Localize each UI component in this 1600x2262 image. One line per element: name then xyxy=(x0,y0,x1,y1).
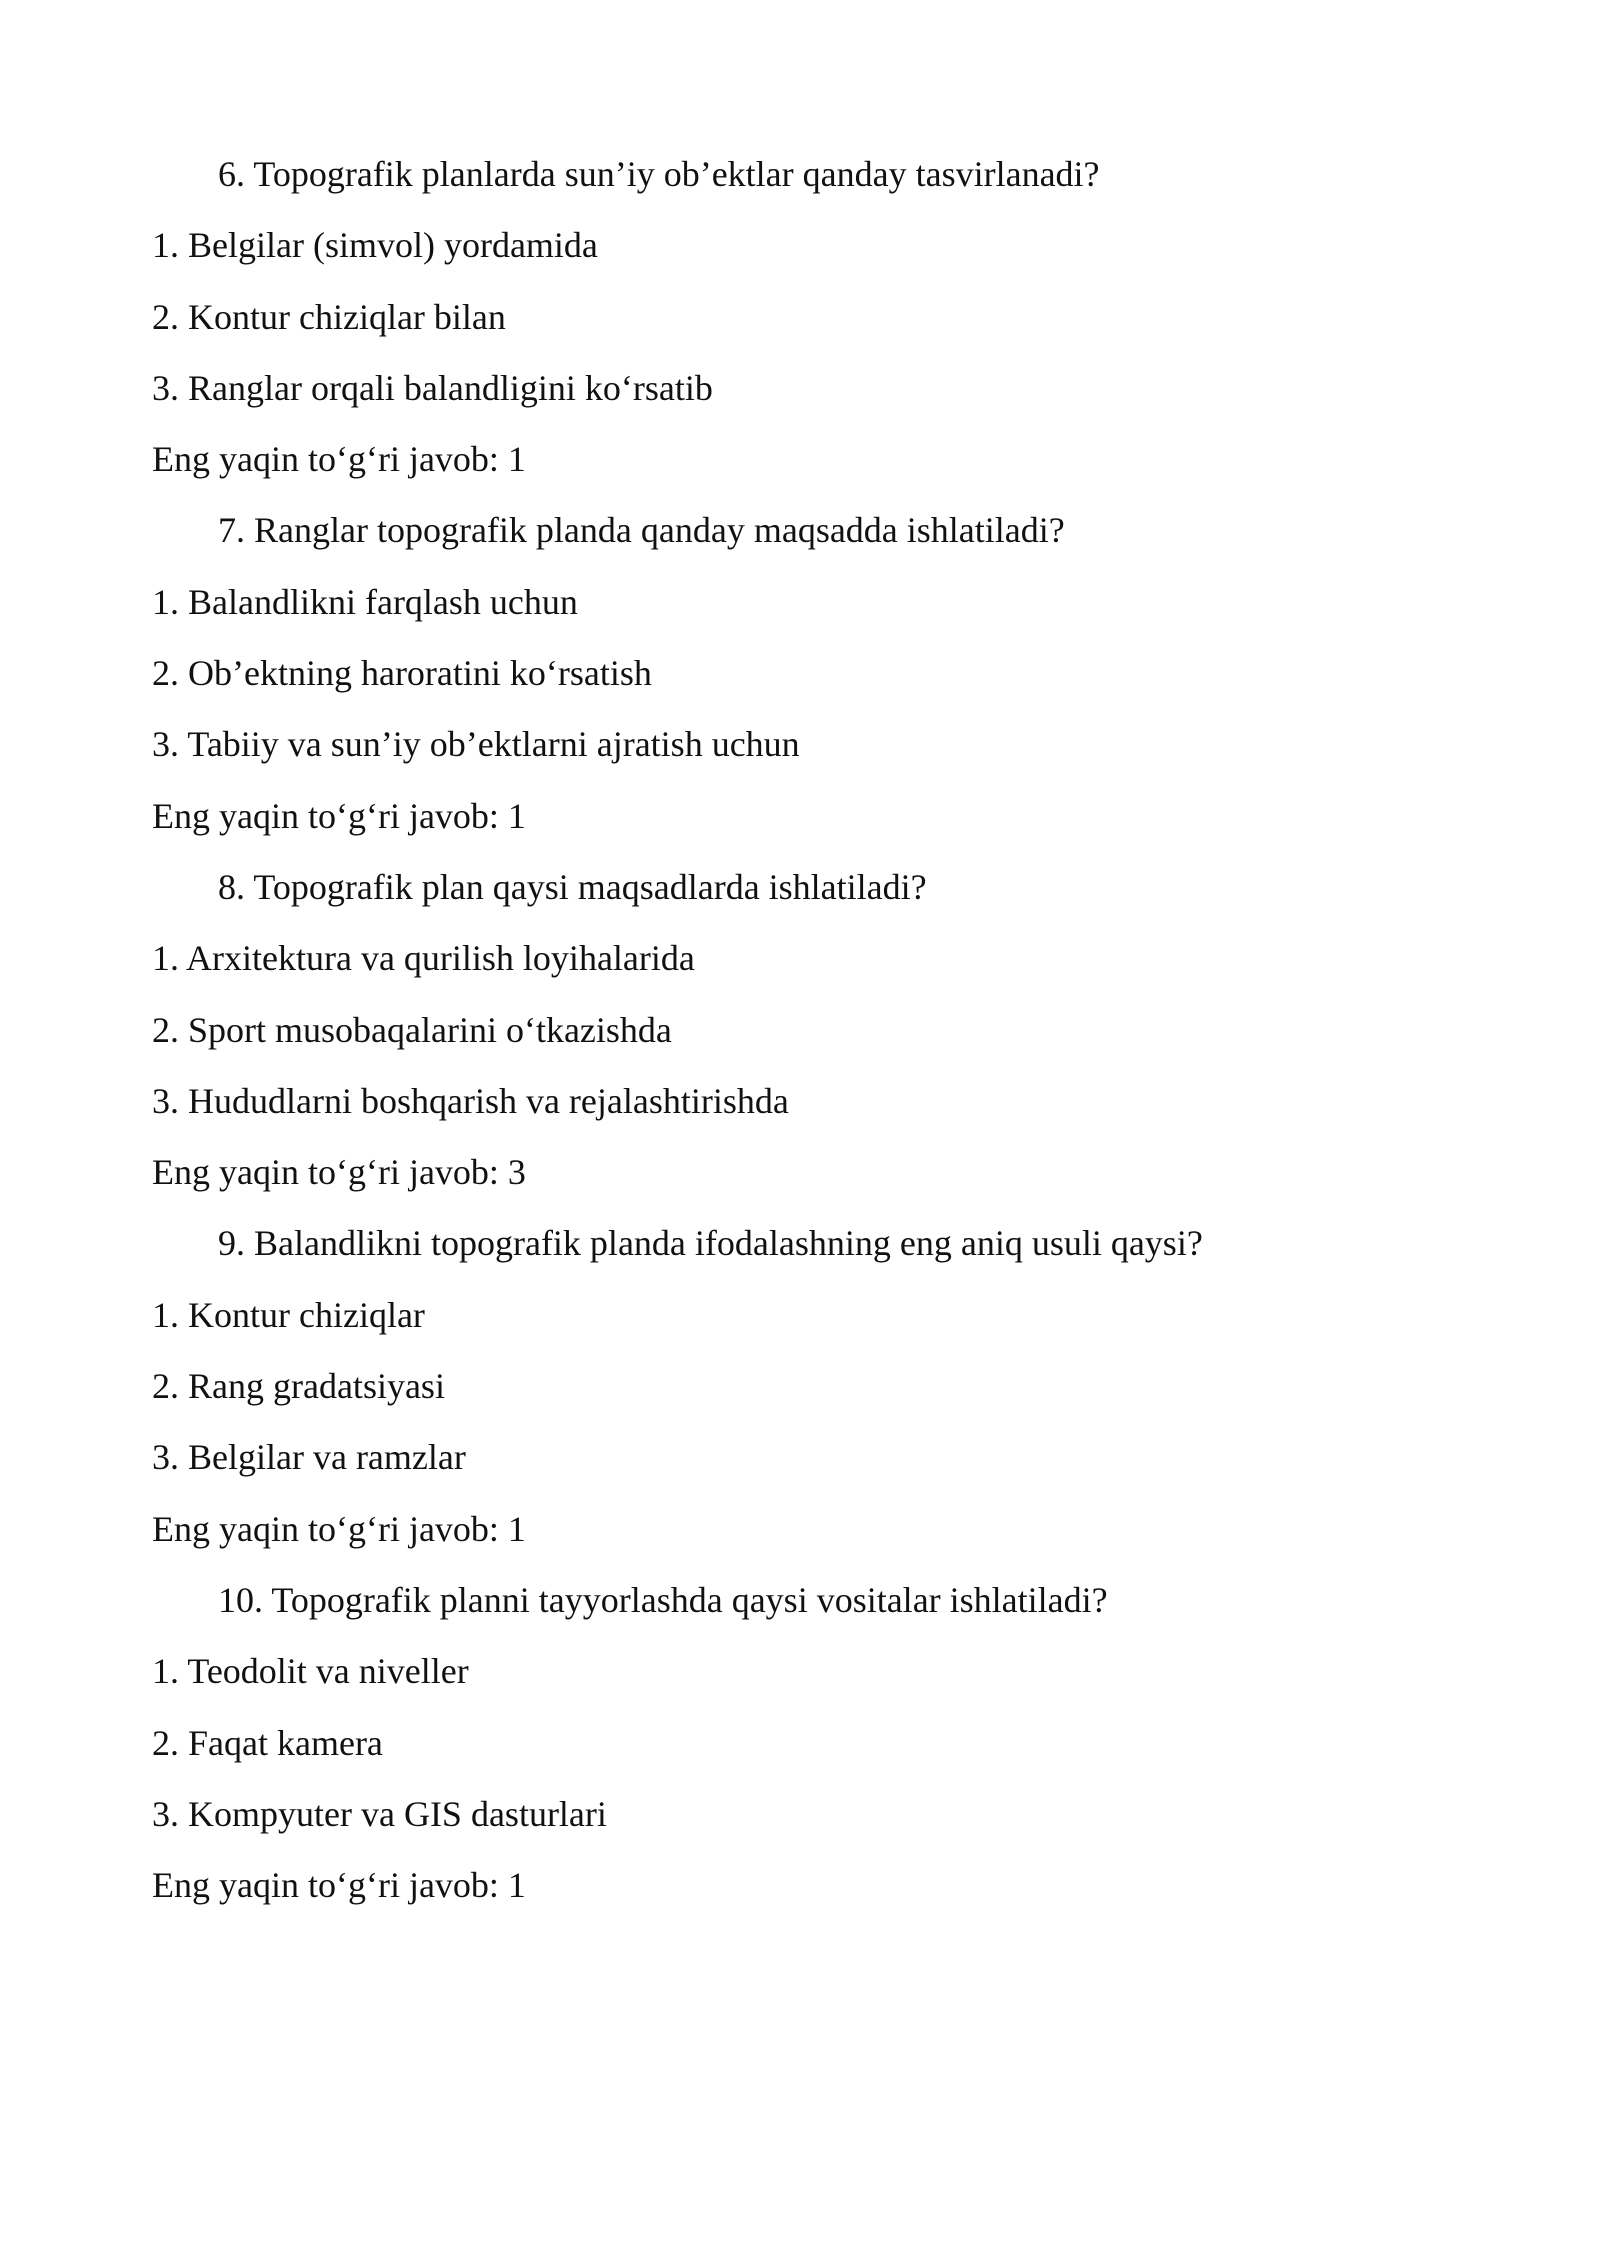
question-text: 9. Balandlikni topografik planda ifodalashning eng aniq usuli qaysi? xyxy=(218,1223,1203,1264)
question-text: 6. Topografik planlarda sun’iy ob’ektlar qanday tasvirlanadi? xyxy=(218,154,1100,194)
correct-answer: Eng yaqin to‘g‘ri javob: 1 xyxy=(152,439,526,480)
answer-option: 3. Belgilar va ramzlar xyxy=(152,1437,466,1478)
answer-option: 2. Kontur chiziqlar bilan xyxy=(152,296,506,337)
answer-option: 3. Hududlarni boshqarish va rejalashtirishda xyxy=(152,1080,789,1121)
answer-option: 3. Ranglar orqali balandligini ko‘rsatib xyxy=(152,367,713,408)
answer-option: 3. Tabiiy va sun’iy ob’ektlarni ajratish uchun xyxy=(152,724,800,765)
question-block xyxy=(152,150,1480,506)
answer-option: 3. Kompyuter va GIS dasturlari xyxy=(152,1793,607,1834)
answer-option: 2. Ob’ektning haroratini ko‘rsatish xyxy=(152,653,652,694)
question-block xyxy=(152,1576,1480,1932)
answer-option: 1. Arxitektura va qurilish loyihalarida xyxy=(152,938,695,979)
answer-option: 2. Faqat kamera xyxy=(152,1722,383,1763)
correct-answer: Eng yaqin to‘g‘ri javob: 1 xyxy=(152,1508,526,1549)
correct-answer: Eng yaqin to‘g‘ri javob: 1 xyxy=(152,1865,526,1906)
answer-option: 1. Kontur chiziqlar xyxy=(152,1294,425,1335)
question-block xyxy=(152,1219,1480,1575)
correct-answer: Eng yaqin to‘g‘ri javob: 3 xyxy=(152,1152,526,1193)
question-block xyxy=(152,863,1480,1219)
question-text: 10. Topografik planni tayyorlashda qaysi vositalar ishlatiladi? xyxy=(218,1579,1108,1620)
question-text: 7. Ranglar topografik planda qanday maqsadda ishlatiladi? xyxy=(218,510,1065,551)
answer-option: 2. Sport musobaqalarini o‘tkazishda xyxy=(152,1009,672,1050)
correct-answer: Eng yaqin to‘g‘ri javob: 1 xyxy=(152,795,526,836)
answer-option: 2. Rang gradatsiyasi xyxy=(152,1366,445,1407)
answer-option: 1. Balandlikni farqlash uchun xyxy=(152,581,578,622)
answer-option: 1. Belgilar (simvol) yordamida xyxy=(152,225,598,266)
question-block xyxy=(152,506,1480,862)
answer-option: 1. Teodolit va niveller xyxy=(152,1651,469,1692)
question-text: 8. Topografik plan qaysi maqsadlarda ishlatiladi? xyxy=(218,866,927,907)
